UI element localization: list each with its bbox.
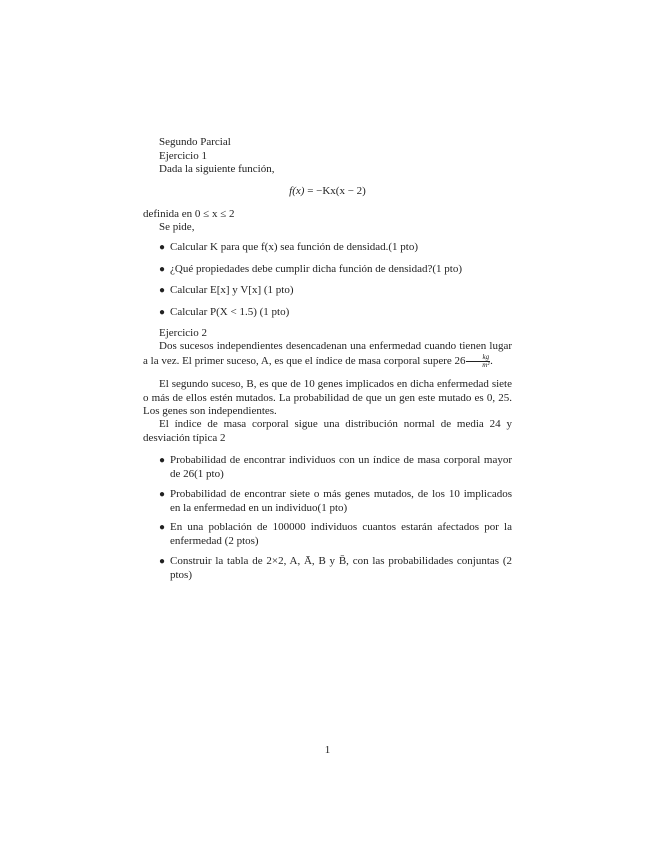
density-formula	[0, 184, 655, 198]
formula-lhs: f(x)	[289, 185, 305, 197]
exercise-1-item: Calcular K para que f(x) sea función de densidad.(1 pto)	[170, 241, 419, 253]
exercise-2-title: Ejercicio 2	[159, 327, 207, 339]
exercise-1-item: ¿Qué propiedades debe cumplir dicha función de densidad?(1 pto)	[170, 263, 463, 275]
exercise-2-item: Construir la tabla de 2×2, A, Ā, B y B̄, con las probabilidades conjuntas (2 ptos)	[170, 555, 512, 581]
bullet-icon: ●	[159, 242, 166, 253]
bullet-icon: ●	[159, 455, 166, 466]
bullet-icon: ●	[159, 556, 166, 567]
exercise-2-paragraph-1	[143, 340, 512, 369]
exercise-2-item: Probabilidad de encontrar individuos con un índice de masa corporal mayor de 26(1 pto)	[170, 454, 512, 480]
bullet-icon: ●	[159, 522, 166, 533]
exercise-1-item: Calcular P(X < 1.5) (1 pto)	[170, 306, 290, 318]
domain-text: definida en 0 ≤ x ≤ 2	[143, 208, 235, 220]
bmi-unit	[466, 354, 491, 369]
exercise-2-paragraph-3: El índice de masa corporal sigue una distribución normal de media 24 y desviación típica 2	[143, 418, 512, 444]
exercise-1-intro: Dada la siguiente función,	[159, 163, 275, 175]
bullet-icon: ●	[159, 285, 166, 296]
exercise-1-item: Calcular E[x] y V[x] (1 pto)	[170, 284, 294, 296]
document-title: Segundo Parcial	[159, 136, 231, 148]
formula-rhs: = −Kx(x − 2)	[307, 185, 366, 197]
exercise-2-item: En una población de 100000 individuos cuantos estarán afectados por la enfermedad (2 ptos)	[170, 521, 512, 547]
ask-text: Se pide,	[159, 221, 195, 233]
paragraph-1-end: .	[490, 354, 493, 367]
exercise-2-paragraph-2: El segundo suceso, B, es que de 10 genes implicados en dicha enfermedad siete o más de ellos estén mutados. La probabilidad de que un gen este mutado es 0, 25. Los genes son independientes.	[143, 378, 512, 417]
bullet-icon: ●	[159, 489, 166, 500]
bullet-icon: ●	[159, 264, 166, 275]
bullet-icon: ●	[159, 307, 166, 318]
unit-numerator: kg	[466, 354, 491, 362]
paragraph-1-text: Dos sucesos independientes desencadenan una enfermedad cuando tienen lugar a la vez. El primer suceso, A, es que el índice de masa corporal supere	[143, 340, 512, 367]
page-number: 1	[324, 744, 331, 756]
exercise-1-title: Ejercicio 1	[159, 150, 207, 162]
bmi-value: 26	[454, 354, 466, 367]
exercise-2-item: Probabilidad de encontrar siete o más genes mutados, de los 10 implicados en la enfermedad en un individuo(1 pto)	[170, 488, 512, 514]
unit-denominator: m²	[482, 360, 490, 369]
